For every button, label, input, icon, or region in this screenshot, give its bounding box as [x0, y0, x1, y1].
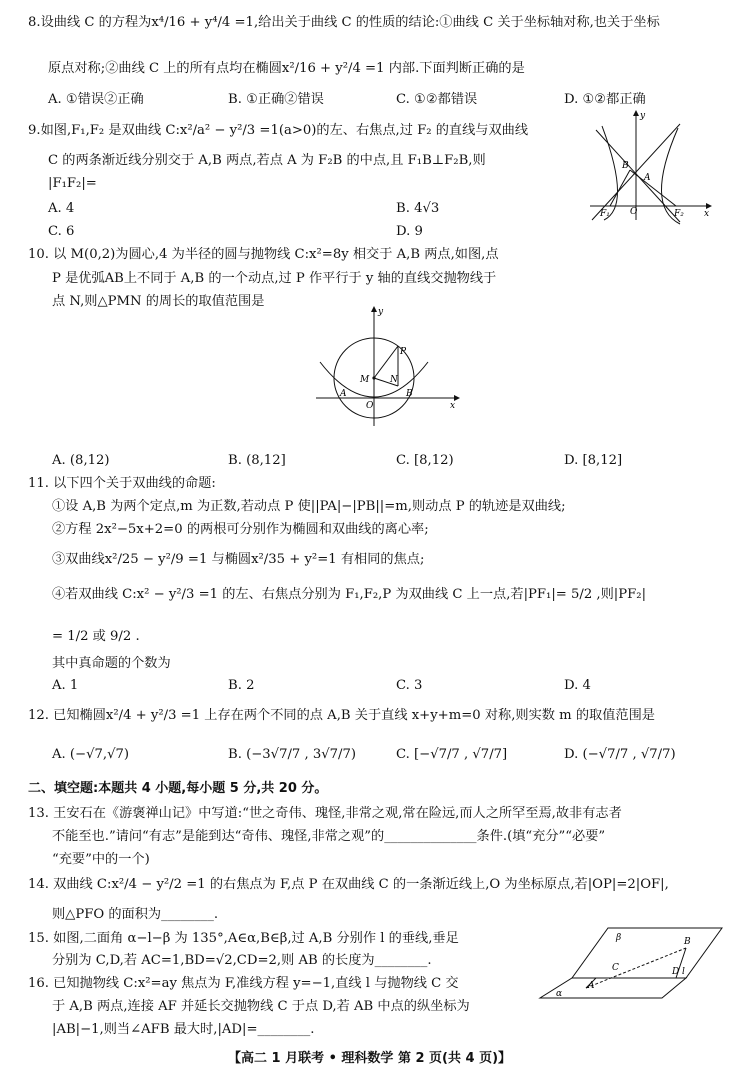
q10-fig-label-p: P: [400, 347, 407, 357]
q9-fig-label-x: x: [704, 209, 710, 219]
q10-fig-label-a: A: [340, 389, 347, 399]
q12-option-b: B. (−3√7/7 , 3√7/7): [228, 747, 357, 762]
q15-fig-label-l: l: [682, 967, 685, 977]
q9-fig-label-o: O: [630, 207, 638, 217]
q9-fig-label-f1: F₁: [600, 209, 610, 219]
q11-line-3: ②方程 2x²−5x+2=0 的两根可分别作为椭圆和双曲线的离心率;: [52, 522, 429, 537]
q9-fig-label-a: A: [644, 173, 651, 183]
q8-option-d: D. ①②都正确: [564, 92, 646, 107]
q10-fig-label-y: y: [378, 307, 384, 317]
section-2-heading: 二、填空题:本题共 4 小题,每小题 5 分,共 20 分。: [28, 781, 328, 796]
q11-line-2: ①设 A,B 为两个定点,m 为正数,若动点 P 使||PA|−|PB||=m,则动点 P 的轨迹是双曲线;: [52, 499, 566, 514]
q14-line-2: 则△PFO 的面积为________.: [52, 907, 219, 922]
q11-line-1: 11. 以下四个关于双曲线的命题:: [28, 476, 216, 491]
q9-line-2: C 的两条渐近线分别交于 A,B 两点,若点 A 为 F₂B 的中点,且 F₁B⊥F₂B,则: [48, 153, 486, 168]
q11-line-6: = 1/2 或 9/2 .: [52, 629, 140, 644]
q14-line-1: 14. 双曲线 C:x²/4 − y²/2 =1 的右焦点为 F,点 P 在双曲线 C 的一条渐近线上,O 为坐标原点,若|OP|=2|OF|,: [28, 877, 669, 892]
q10-fig-label-b: B: [406, 389, 413, 399]
q15-fig-label-beta: β: [616, 933, 622, 943]
q9-option-b: B. 4√3: [396, 201, 440, 216]
q10-option-b: B. (8,12]: [228, 453, 286, 468]
q10-fig-label-n: N: [390, 375, 398, 385]
q15-fig-label-d: D: [672, 967, 680, 977]
q9-option-d: D. 9: [396, 224, 423, 239]
q9-fig-label-f2: F₂: [674, 209, 684, 219]
q10-option-a: A. (8,12): [52, 453, 110, 468]
q8-option-a: A. ①错误②正确: [48, 92, 144, 107]
q10-circle-parabola-figure: [312, 302, 462, 432]
q13-line-1: 13. 王安石在《游褒禅山记》中写道:“世之奇伟、瑰怪,非常之观,常在险远,而人之所罕至焉,故非有志者: [28, 806, 622, 821]
q10-line-2: P 是优弧AB上不同于 A,B 的一个动点,过 P 作平行于 y 轴的直线交抛物线于: [52, 271, 497, 286]
q9-hyperbola-figure: [588, 108, 713, 226]
q16-line-3: |AB|−1,则当∠AFB 最大时,|AD|=________.: [52, 1022, 315, 1037]
q12-option-a: A. (−√7,√7): [52, 747, 130, 762]
q15-dihedral-figure: [536, 922, 726, 1002]
q9-fig-label-b: B: [622, 161, 629, 171]
q11-line-5: ④若双曲线 C:x² − y²/3 =1 的左、右焦点分别为 F₁,F₂,P 为双曲线 C 上一点,若|PF₁|= 5/2 ,则|PF₂|: [52, 587, 647, 602]
q10-fig-label-x: x: [450, 401, 456, 411]
q8-line-1: 8.设曲线 C 的方程为x⁴/16 + y⁴/4 =1,给出关于曲线 C 的性质的结论:①曲线 C 关于坐标轴对称,也关于坐标: [28, 15, 660, 30]
q10-option-c: C. [8,12): [396, 453, 454, 468]
q10-fig-label-m: M: [360, 375, 370, 385]
q11-line-7: 其中真命题的个数为: [52, 656, 171, 671]
q16-line-2: 于 A,B 两点,连接 AF 并延长交抛物线 C 于点 D,若 AB 中点的纵坐标为: [52, 999, 470, 1014]
q15-fig-label-alpha: α: [556, 989, 563, 999]
q10-line-1: 10. 以 M(0,2)为圆心,4 为半径的圆与抛物线 C:x²=8y 相交于 A,B 两点,如图,点: [28, 247, 499, 262]
page-footer: 【高二 1 月联考 • 理科数学 第 2 页(共 4 页)】: [227, 1051, 512, 1066]
q15-fig-label-a: A: [588, 981, 595, 991]
q9-option-c: C. 6: [48, 224, 75, 239]
q11-option-a: A. 1: [52, 678, 79, 693]
q12-option-d: D. (−√7/7 , √7/7): [564, 747, 676, 762]
q8-line-2: 原点对称;②曲线 C 上的所有点均在椭圆x²/16 + y²/4 =1 内部.下面判断正确的是: [48, 61, 525, 76]
q9-option-a: A. 4: [48, 201, 75, 216]
q9-line-1: 9.如图,F₁,F₂ 是双曲线 C:x²/a² − y²/3 =1(a>0)的左、右焦点,过 F₂ 的直线与双曲线: [28, 123, 529, 138]
q11-line-4: ③双曲线x²/25 − y²/9 =1 与椭圆x²/35 + y²=1 有相同的焦点;: [52, 552, 425, 567]
q13-line-2: 不能至也.”请问“有志”是能到达“奇伟、瑰怪,非常之观”的______________条件.(填“充分”“必要”: [52, 829, 606, 844]
q11-option-b: B. 2: [228, 678, 255, 693]
q8-option-c: C. ①②都错误: [396, 92, 478, 107]
q13-line-3: “充要”中的一个): [52, 852, 150, 867]
q12-line-1: 12. 已知椭圆x²/4 + y²/3 =1 上存在两个不同的点 A,B 关于直线 x+y+m=0 对称,则实数 m 的取值范围是: [28, 708, 655, 723]
q8-option-b: B. ①正确②错误: [228, 92, 324, 107]
q15-fig-label-b: B: [684, 937, 691, 947]
q9-line-3: |F₁F₂|=: [48, 176, 97, 191]
q15-line-2: 分别为 C,D,若 AC=1,BD=√2,CD=2,则 AB 的长度为________.: [52, 953, 432, 968]
q9-fig-label-y: y: [640, 111, 646, 121]
q16-line-1: 16. 已知抛物线 C:x²=ay 焦点为 F,准线方程 y=−1,直线 l 与抛物线 C 交: [28, 976, 459, 991]
q10-fig-label-o: O: [366, 401, 374, 411]
q10-line-3: 点 N,则△PMN 的周长的取值范围是: [52, 294, 265, 309]
q15-fig-label-c: C: [612, 963, 619, 973]
q10-option-d: D. [8,12]: [564, 453, 623, 468]
q15-line-1: 15. 如图,二面角 α−l−β 为 135°,A∈α,B∈β,过 A,B 分别作 l 的垂线,垂足: [28, 931, 459, 946]
q11-option-c: C. 3: [396, 678, 423, 693]
q12-option-c: C. [−√7/7 , √7/7]: [396, 747, 508, 762]
q11-option-d: D. 4: [564, 678, 591, 693]
